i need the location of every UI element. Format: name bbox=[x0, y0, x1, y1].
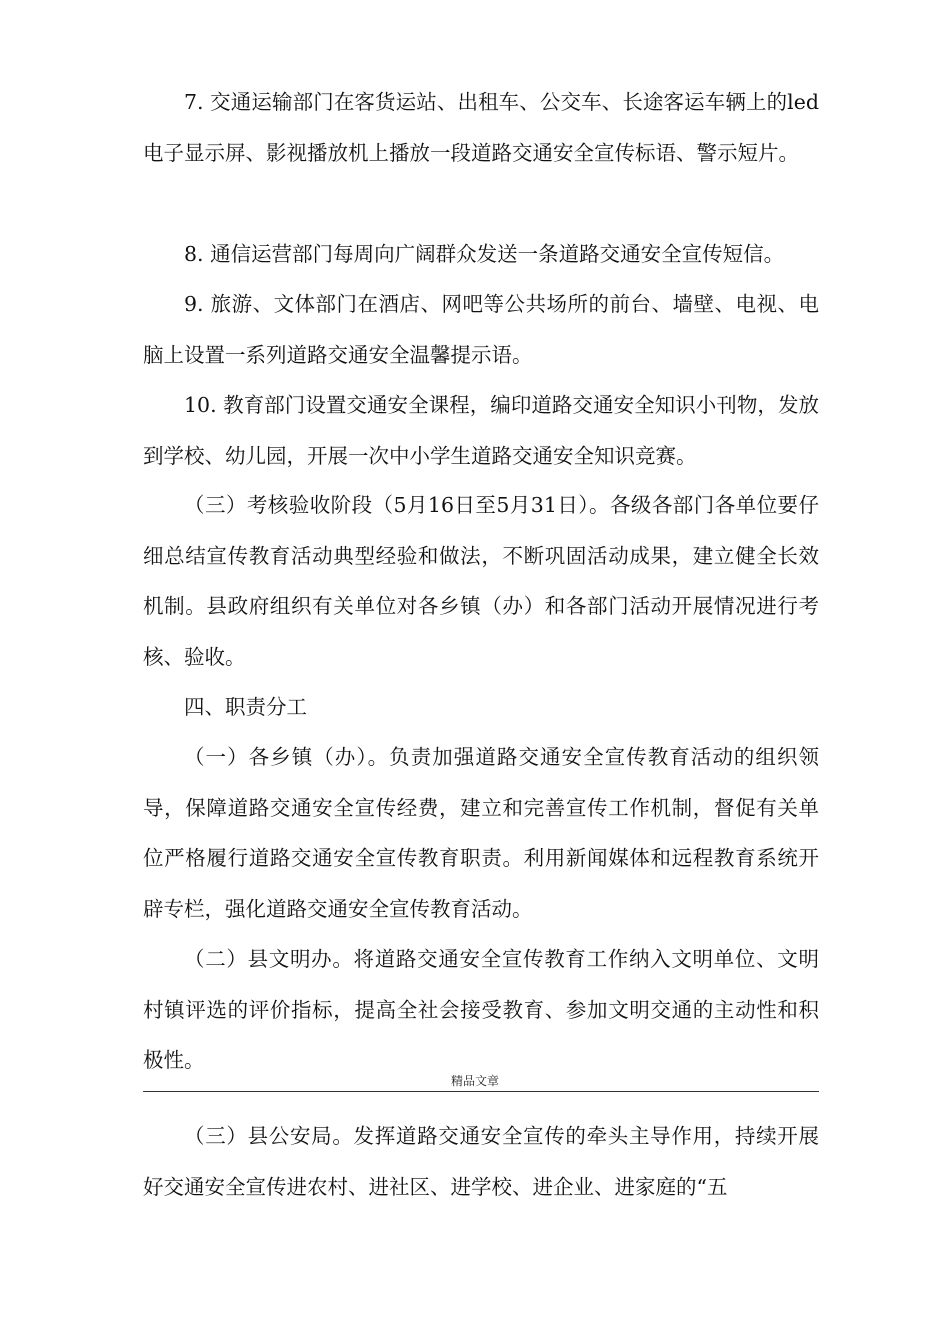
paragraph-duty-public-security: （三）县公安局。发挥道路交通安全宣传的牵头主导作用，持续开展好交通安全宣传进农村、进社区、进学校、进企业、进家庭的“五 bbox=[143, 1124, 819, 1199]
paragraph-item-10: 10. 教育部门设置交通安全课程，编印道路交通安全知识小刊物，发放到学校、幼儿园，开展一次中小学生道路交通安全知识竞赛。 bbox=[143, 393, 819, 468]
footer-label: 精品文章 bbox=[450, 1074, 499, 1088]
footer-divider bbox=[143, 1091, 819, 1092]
paragraph-assessment-stage: （三）考核验收阶段（5月16日至5月31日）。各级各部门各单位要仔细总结宣传教育活动典型经验和做法，不断巩固活动成果，建立健全长效机制。县政府组织有关单位对各乡镇（办）和各部门活动开展情况进行考核、验收。 bbox=[143, 493, 819, 669]
paragraph-item-9: 9. 旅游、文体部门在酒店、网吧等公共场所的前台、墙壁、电视、电脑上设置一系列道路交通安全温馨提示语。 bbox=[143, 292, 819, 367]
section-heading: 四、职责分工 bbox=[184, 695, 307, 719]
paragraph-item-7: 7. 交通运输部门在客货运站、出租车、公交车、长途客运车辆上的led电子显示屏、影视播放机上播放一段道路交通安全宣传标语、警示短片。 bbox=[143, 90, 819, 165]
paragraph-duty-civilization-office: （二）县文明办。将道路交通安全宣传教育工作纳入文明单位、文明村镇评选的评价指标，提高全社会接受教育、参加文明交通的主动性和积极性。 bbox=[143, 947, 819, 1072]
paragraph-duty-townships: （一）各乡镇（办）。负责加强道路交通安全宣传教育活动的组织领导，保障道路交通安全宣传经费，建立和完善宣传工作机制，督促有关单位严格履行道路交通安全宣传教育职责。利用新闻媒体和远程教育系统开辟专栏，强化道路交通安全宣传教育活动。 bbox=[143, 745, 819, 921]
paragraph-item-8: 8. 通信运营部门每周向广阔群众发送一条道路交通安全宣传短信。 bbox=[184, 242, 785, 266]
